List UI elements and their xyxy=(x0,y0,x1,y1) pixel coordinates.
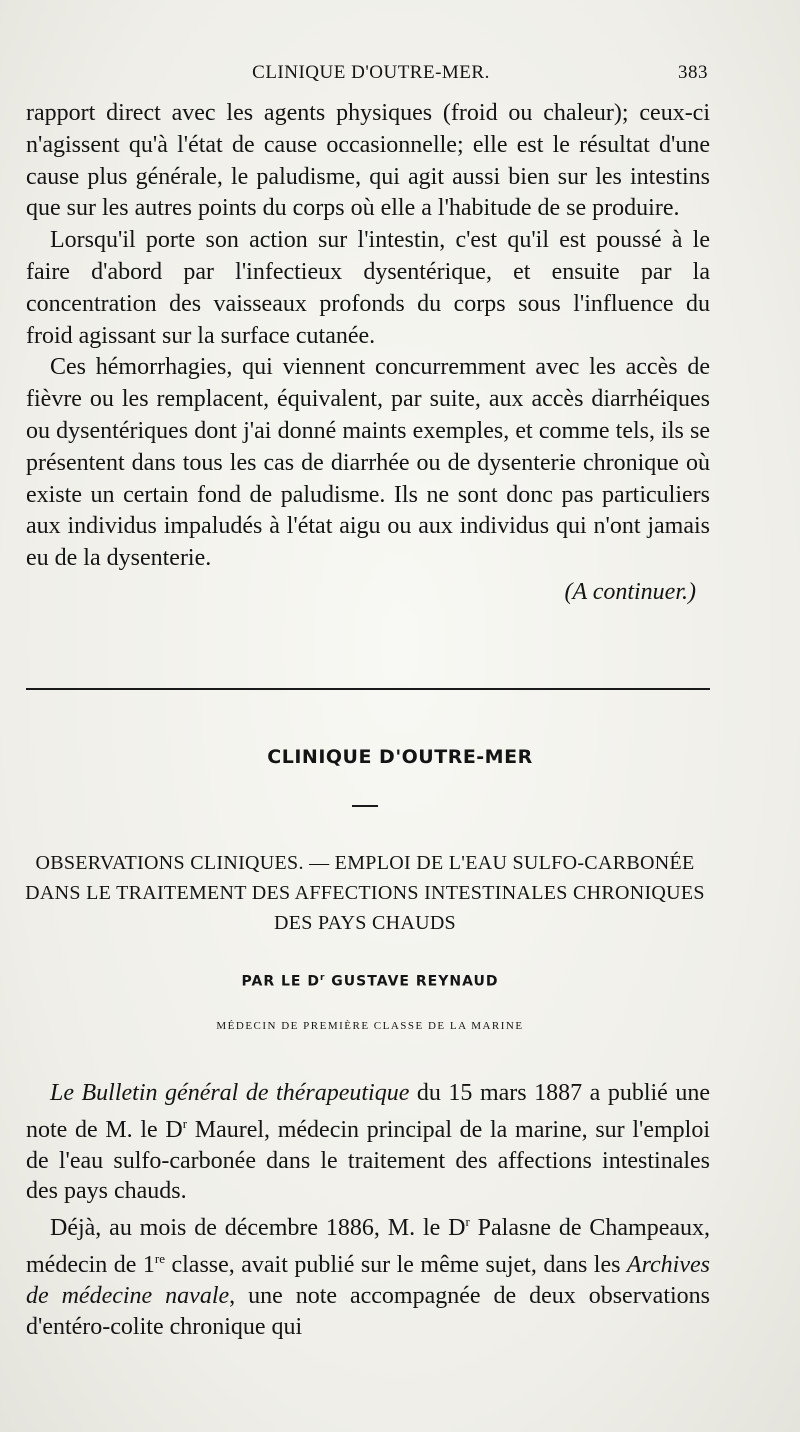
journal-title: Archives de médecine navale xyxy=(26,1251,710,1309)
byline-prefix: PAR LE D xyxy=(241,973,320,990)
running-title: CLINIQUE D'OUTRE-MER. xyxy=(252,62,490,83)
paragraph: Le Bulletin général de thérapeutique du 15 mars 1887 a publié une note de M. le $D^r$ Maurel, médecin principal de la marine, sur l'emploi de l'eau sulfo-carbonée dans le traitement des affections intestinales des pays chauds. xyxy=(26,1080,710,1205)
paragraph: Ces hémorrhagies, qui viennent concurremment avec les accès de fièvre ou les remplacent, équivalent, par suite, aux accès diarrhéiques ou dysentériques dont j'ai donné maints exemples, et comme tels, ils se présentent dans tous les cas de diarrhée ou de dysenterie chronique où existe un certain fond de paludisme. Ils ne sont donc pas particuliers aux individus impaludés à l'état aigu ou aux individus qui n'ont jamais eu de la dysenterie. xyxy=(26,354,710,572)
author-title: MÉDECIN DE PREMIÈRE CLASSE DE LA MARINE xyxy=(216,1020,524,1032)
article-title: OBSERVATIONS CLINIQUES. — EMPLOI DE L'EAU SULFO-CARBONÉE DANS LE TRAITEMENT DES AFFECTIONS INTESTINALES CHRONIQUES DES PAYS CHAUDS xyxy=(25,852,705,934)
to-be-continued-note: (A continuer.) xyxy=(564,578,696,605)
article-body xyxy=(26,1078,710,1342)
page-number: 383 xyxy=(678,62,708,83)
paragraph: rapport direct avec les agents physiques (froid ou chaleur); ceux-ci n'agissent qu'à l'état de cause occasionnelle; elle est le résultat d'une cause plus générale, le paludisme, qui agit aussi bien sur les intestins que sur les autres points du corps où elle a l'habitude de se produire. xyxy=(26,100,710,222)
journal-title: Le Bulletin général de thérapeutique xyxy=(50,1080,410,1106)
byline-sup: r xyxy=(319,973,326,983)
paragraph: Lorsqu'il porte son action sur l'intestin, c'est qu'il est poussé à le faire d'abord par l'infectieux dysentérique, et ensuite par la concentration des vaisseaux profonds du corps sous l'influence du froid agissant sur la surface cutanée. xyxy=(26,227,710,349)
section-title: CLINIQUE D'OUTRE-MER xyxy=(267,746,533,768)
running-header xyxy=(24,62,708,84)
author-byline xyxy=(0,973,740,990)
paragraph: Déjà, au mois de décembre 1886, M. le $D^r$ Palasne de Champeaux, médecin de 1re classe, avait publié sur le même sujet, dans les Archives de médecine navale, une note accompagnée de deux observations d'entéro-colite chronique qui xyxy=(26,1214,711,1340)
section-divider xyxy=(26,688,710,690)
continued-article-text xyxy=(26,98,710,609)
author-name: GUSTAVE REYNAUD xyxy=(325,973,499,990)
short-divider xyxy=(352,805,378,807)
